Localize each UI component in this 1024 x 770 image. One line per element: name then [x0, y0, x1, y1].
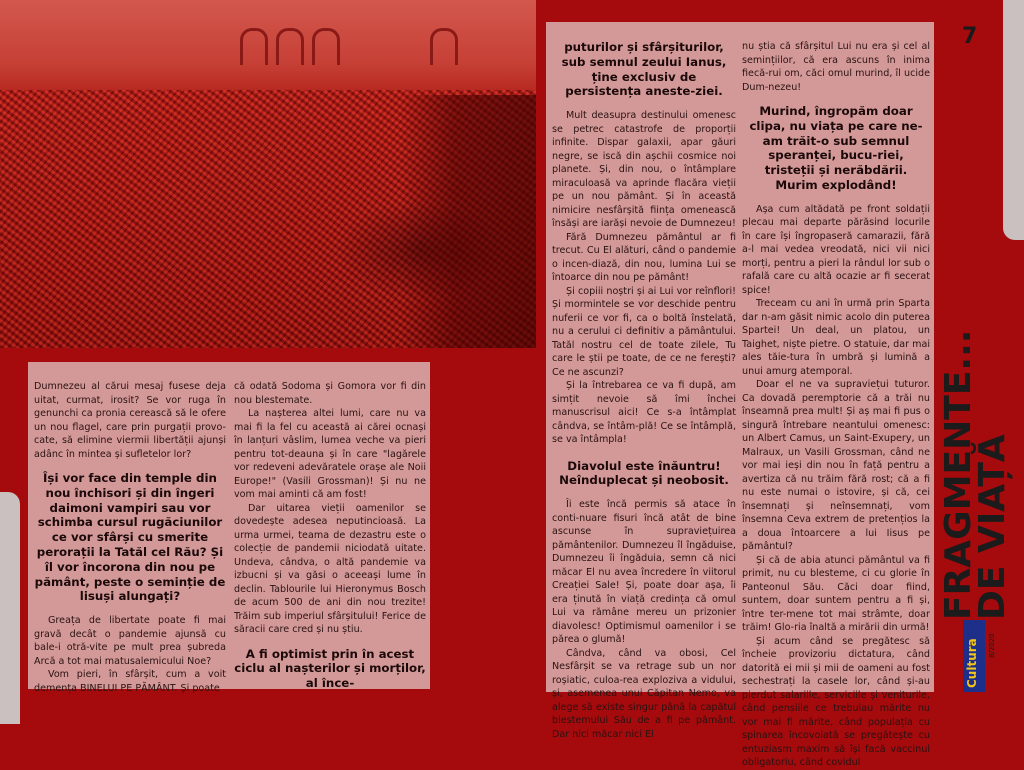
- pull-quote-heading: puturilor și sfârșiturilor, sub semnul zeului Ianus, ține exclusiv de persistența aneste-ziei.: [561, 40, 727, 99]
- right-column-1: [552, 40, 736, 741]
- paragraph: La nașterea altei lumi, care nu va mai fi la fel cu această ai cărei ocnași în lanțuri vâslim, lumea veche va pieri pentru tot-deauna și în care "lagărele vor redeveni adevăratele orașe ale Noii Europe!" (Vasili Grossman)! Și nu ne vom mai aminti că am fost!: [234, 408, 426, 500]
- section-title-line: DE VIAȚĂ: [972, 434, 1013, 620]
- pull-quote-heading: Își vor face din temple din nou închisori și din îngeri daimoni vampiri sau vor schimba cursul rugăciunilor ce vor sfârși cu smerite perorații la Tatăl cel Rău? Și îl vor încorona din nou pe pământ, peste o seminție de lisuși alungați?: [34, 471, 226, 604]
- section-title-line: FRAGMENTE...: [938, 329, 979, 620]
- left-column-1: [34, 380, 226, 695]
- paragraph: Fără Dumnezeu pământul ar fi trecut. Cu El alături, când o pandemie o incen-diază, din nou, lumina Lui se întoarce din nou pe pământ!: [552, 231, 736, 284]
- pull-quote-heading: Murind, îngropăm doar clipa, nu viața pe care ne-am trăit-o sub semnul speranței, bucu-riei, tristeții și nerăbdării. Murim explodând!: [749, 104, 923, 192]
- paragraph: Doar el ne va supraviețui tuturor. Ca dovadă peremptorie că a trăi nu înseamnă prea mult! Și aș mai fi pus o singură întrebare neantului omenesc: un Albert Camus, un Saint-Exupery, un Malraux, un Vasili Grossman, când ne vor mai ieși din nou în față pentru a avertiza că nu trăim fără rost; că a fi nu este numai o istovire, și că, cei însemnați și neînsemnați, vom însemna Ceva extrem de pretențios la a doua întoarcere a lui Iisus pe pământul?: [742, 379, 930, 553]
- pull-quote-heading: Diavolul este înăuntru! Neînduplecat și neobosit.: [559, 458, 729, 488]
- paragraph: Și la întrebarea ce va fi după, am simțit nevoie să îmi închei manuscrisul aici! Ce s-a întâmplat cândva, se întâm-plă! Ce se întâmplă, se va întâmpla!: [552, 380, 736, 446]
- page-edge-tab: [1003, 0, 1024, 240]
- issue-label: 8/2020: [988, 633, 996, 658]
- paragraph: Cândva, când va obosi, Cel Nesfârșit se va retrage sub un nor roșiatic, culoa-rea exploziva a vidului, și, asemenea unui Căpitan Nemo, va alege să existe singur până la capătul blestemului Său de a fi pe pământ. Dar nici măcar nici El: [552, 647, 736, 740]
- pull-quote-heading: A fi optimist prin în acest ciclu al nașterilor și morților, al înce-: [234, 646, 426, 691]
- paragraph: Și acum când se pregătesc să încheie provizoriu dictatura, când datorită ei mii și mii de oameni au fost sechestrați la casele lor, când și-au pierdut salariile, serviciile și veniturile, când pensiile ce trebuiau mărite nu vor mai fi mărite, când populația cu spinarea încovoiată se pregătește cu entuziasm maxim să își facă vaccinul obligatoriu, când covidul: [742, 635, 930, 769]
- building-window: [240, 28, 268, 65]
- logo-text: Cultura: [965, 638, 979, 688]
- building-window: [276, 28, 304, 65]
- building-window: [312, 28, 340, 65]
- paragraph: Și copiii noștri și ai Lui vor reînflori! Și mormintele se vor deschide pentru nuferii ce vor fi, ca o boltă înstelată, nu a cerului ci definitiv a pământului. Tatăl nostru cel de toate zilele, Tu care le știi pe toate, de ce ne ferești? Ce ne ascunzi?: [552, 285, 736, 378]
- paragraph: Vom pieri, în sfârșit, cum a voit demența BINELUI PE PĂMÂNT. Și poate: [34, 669, 226, 694]
- paragraph: Treceam cu ani în urmă prin Sparta dar n-am găsit nimic acolo din puterea Spartei! Un deal, un platou, un Taighet, niște pietre. O statuie, dar mai ales tăie-tura în umbră și lumină a unui amurg atemporal.: [742, 298, 930, 377]
- paragraph: Îi este încă permis să atace în conti-nuare fisuri încă atât de bine ascunse în supraviețuirea pământenilor. Dumnezeu îl îngăduise, Dumnezeu îi îngăduia, semn că nici măcar El nu avea încredere în viitorul Creației Sale! Și, poate doar așa, îi era ținută în viață credința că omul Lui va rămâne mereu un prizonier diavolesc! Optimismul oamenilor i se părea o glumă!: [552, 499, 736, 646]
- paragraph: Dar uitarea vieții oamenilor se dovedește adesea neputincioasă. La urma urmei, teama de dezastru este o colecție de pandemii niciodată uitate. Undeva, cândva, o altă pandemie va izbucni și va găsi o aceeași lume în declin. Tablourile lui Hieronymus Bosch de acum 500 de ani din nou trezite! Trăim sub imperiul sfârșitului! Ferice de săracii care cred și nu știu.: [234, 502, 426, 635]
- paragraph: Mult deasupra destinului omenesc se petrec catastrofe de proporții infinite. Dispar galaxii, apar găuri negre, se iscă din așchii cosmice noi planete. Și, din nou, o întâmplare miraculoasă va aprinde flacăra vieții pe un nou pământ. Și în această nimicire nesfârșită ființa omenească însăși are iarăși nevoie de Dumnezeu!: [552, 110, 736, 230]
- magazine-logo: [963, 620, 985, 692]
- page-edge-tab: [0, 492, 20, 724]
- paragraph: Dumnezeu al cărui mesaj fusese deja uitat, curmat, irosit? Se vor ruga în genunchi ca pronia cerească să le ofere un nou flagel, care prin purgații provo-cate, să elimine viermii libertății ajunși adânc în mintea și sufletelor lor?: [34, 381, 226, 460]
- photo-illustration: [0, 0, 536, 348]
- paragraph: că odată Sodoma și Gomora vor fi din nou blestemate.: [234, 381, 426, 406]
- paragraph: Așa cum altădată pe front soldații plecau mai departe părăsind locurile în care își îngropaseră camarazii, fără a-l mai vedea vreodată, nici vii nici morți, pentru a pieri la rândul lor sub o rafală care cu altă ocazie ar fi secerat spice!: [742, 203, 930, 296]
- right-column-2: [742, 40, 930, 770]
- building-wall: [0, 0, 536, 90]
- figure-shadow: [400, 95, 536, 348]
- paragraph: Și că de abia atunci pământul va fi primit, nu cu blesteme, ci cu glorie în Panteonul Său. Căci doar fiind, suntem, doar suntem pentru a fi și, între ter-mene tot mai strâmte, doar trăim! Glo-ria înaltă a mirării din urmă!: [742, 554, 930, 634]
- paragraph: Greața de libertate poate fi mai gravă decât o pandemie ajunsă cu bale-i otră-vite pe mult prea șubreda Arcă a tot mai matusalemicului Noe?: [34, 615, 226, 667]
- building-window: [430, 28, 458, 65]
- paragraph: nu știa că sfârșitul Lui nu era și cel al semințiilor, că era ascuns în inima fiecă-rui om, căci omul murind, îl ucide Dum-nezeu!: [742, 41, 930, 93]
- left-column-2: [234, 380, 426, 701]
- section-title: [938, 329, 1013, 620]
- page-number: 7: [962, 24, 978, 49]
